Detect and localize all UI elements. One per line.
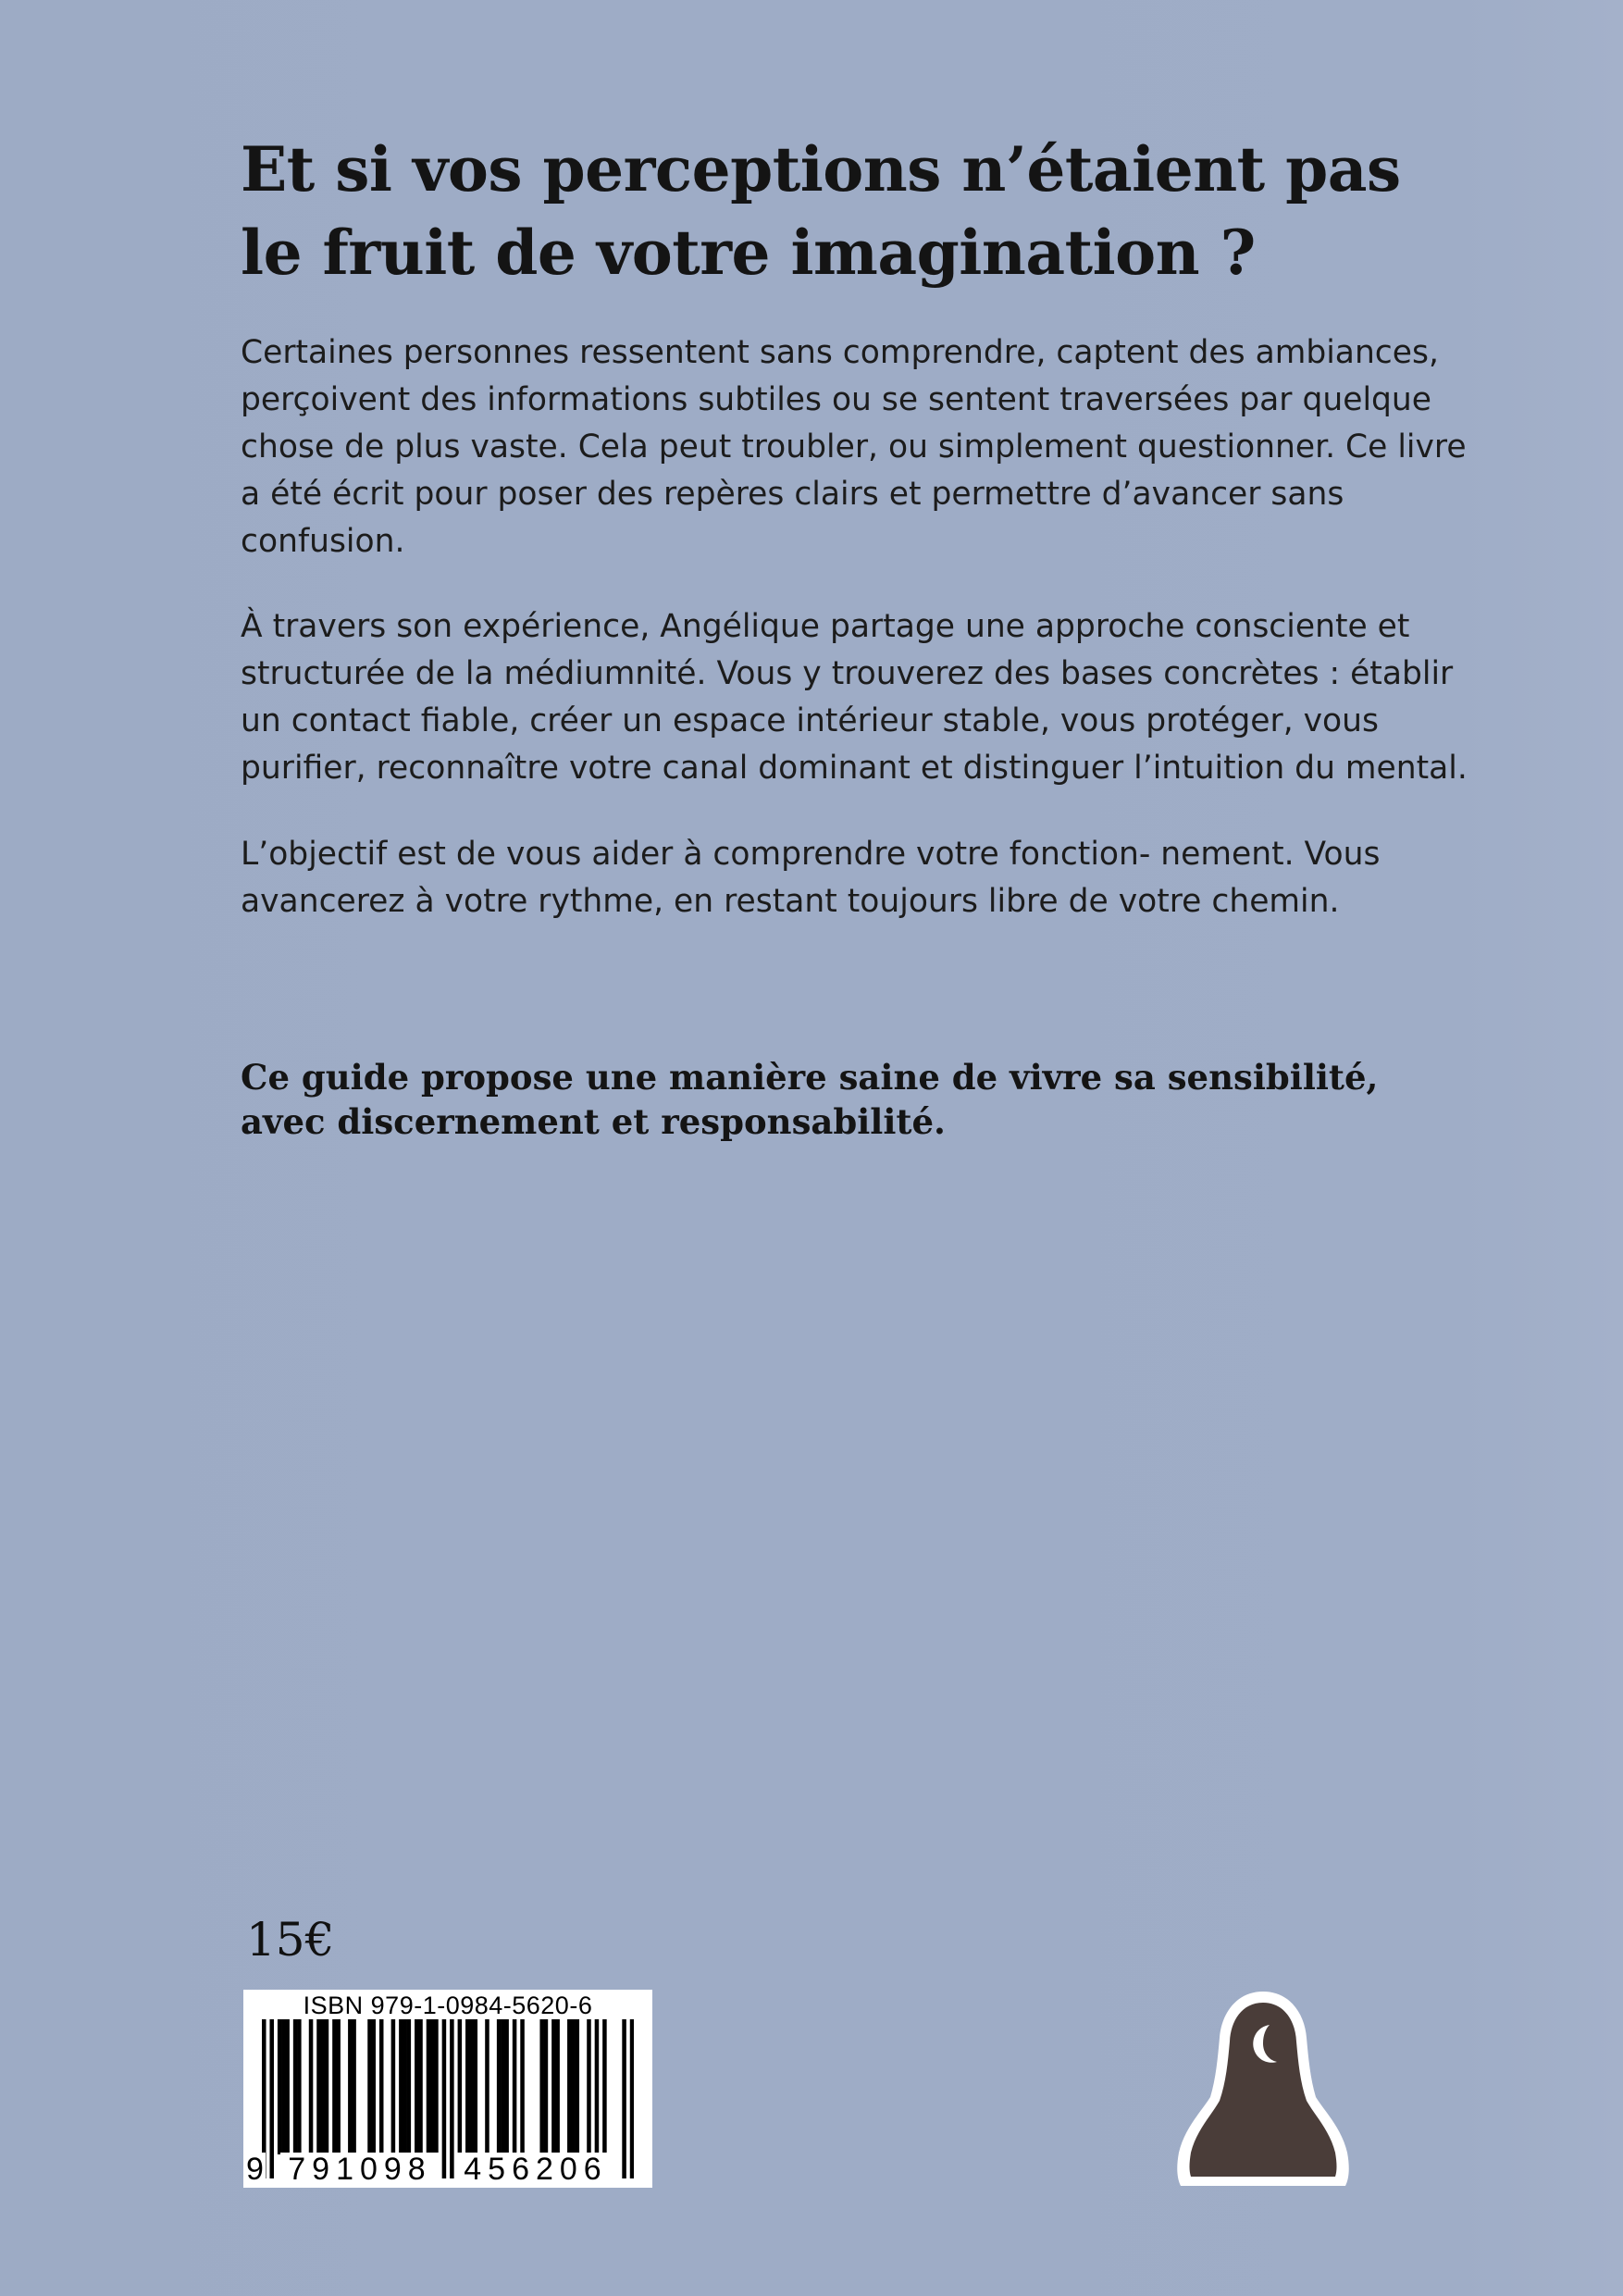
ean-left-digits: 791098	[280, 2153, 440, 2186]
barcode-bar	[418, 2019, 423, 2154]
barcode-bar	[587, 2019, 591, 2154]
barcode-bar	[567, 2019, 572, 2154]
barcode-bar	[504, 2019, 509, 2154]
barcode-bar	[571, 2019, 576, 2154]
paragraph-line: chose de plus vaste. Cela peut troubler, ou simplement questionner. Ce livre	[241, 428, 1467, 465]
ean-digits	[243, 2153, 652, 2186]
barcode-bar	[285, 2019, 290, 2154]
barcode-bar	[430, 2019, 435, 2154]
barcode-bar	[325, 2019, 329, 2154]
barcode-bar	[513, 2019, 517, 2154]
ean-first-digit: 9	[246, 2152, 264, 2187]
barcode-bar	[297, 2019, 302, 2154]
barcode-bar	[485, 2019, 489, 2154]
barcode-bar	[309, 2019, 314, 2154]
barcode-bar	[352, 2019, 356, 2154]
barcode-bar	[371, 2019, 376, 2154]
ean-right-digits: 456206	[456, 2153, 615, 2186]
barcode-bar	[469, 2019, 474, 2154]
headline-line-2: le fruit de votre imagination ?	[241, 217, 1256, 289]
paragraph-line: confusion.	[241, 523, 405, 560]
headline-line-1: Et si vos perceptions n’étaient pas	[241, 133, 1401, 205]
paragraph-line: structurée de la médiumnité. Vous y trouverez des bases concrètes : établir	[241, 655, 1454, 692]
barcode-bar	[379, 2019, 384, 2154]
barcode-bar	[539, 2019, 544, 2154]
barcode-bar	[403, 2019, 407, 2154]
paragraph-line: perçoivent des informations subtiles ou se sentent traversées par quelque	[241, 381, 1432, 418]
barcode-bar	[465, 2019, 470, 2154]
paragraph-2	[241, 603, 1518, 792]
closing-line-2: avec discernement et responsabilité.	[241, 1101, 946, 1142]
barcode-bar	[332, 2019, 337, 2154]
barcode-bar	[367, 2019, 372, 2154]
barcode-bar	[474, 2019, 478, 2154]
barcode-bar	[501, 2019, 505, 2154]
headline	[241, 128, 1443, 294]
isbn-barcode	[243, 1990, 652, 2188]
barcode-bar	[316, 2019, 321, 2154]
barcode-bar	[348, 2019, 353, 2154]
paragraph-line: purifier, reconnaître votre canal dominant et distinguer l’intuition du mental.	[241, 750, 1468, 787]
barcode-bar	[281, 2019, 286, 2154]
paragraph-line: un contact fiable, créer un espace intérieur stable, vous protéger, vous	[241, 702, 1380, 739]
price-label: 15€	[246, 1913, 335, 1967]
barcode-bar	[427, 2019, 431, 2154]
barcode-bar	[293, 2019, 298, 2154]
barcode-bar	[407, 2019, 412, 2154]
publisher-logo	[1173, 1990, 1353, 2188]
paragraph-line: À travers son expérience, Angélique partage une approche consciente et	[241, 608, 1410, 645]
barcode-bar	[391, 2019, 396, 2154]
barcode-bar	[320, 2019, 325, 2154]
barcode-bar	[555, 2019, 560, 2154]
barcode-bar	[551, 2019, 556, 2154]
closing-line-1: Ce guide propose une manière saine de vivre sa sensibilité,	[241, 1057, 1379, 1098]
paragraph-line: avancerez à votre rythme, en restant toujours libre de votre chemin.	[241, 883, 1340, 920]
paragraph-3	[241, 831, 1518, 925]
barcode-bar	[399, 2019, 403, 2154]
barcode-bar	[520, 2019, 525, 2154]
paragraph-line: L’objectif est de vous aider à comprendre votre fonction- nement. Vous	[241, 836, 1381, 873]
barcode-bar	[544, 2019, 549, 2154]
paragraph-line: a été écrit pour poser des repères clairs et permettre d’avancer sans	[241, 476, 1344, 513]
barcode-bar	[497, 2019, 502, 2154]
barcode-bar	[434, 2019, 439, 2154]
barcode-bar	[602, 2019, 607, 2154]
closing-statement	[241, 1055, 1443, 1144]
paragraph-1	[241, 329, 1518, 565]
paragraph-line: Certaines personnes ressentent sans comprendre, captent des ambiances,	[241, 334, 1439, 371]
barcode-bar	[458, 2019, 463, 2154]
isbn-label: ISBN 979-1-0984-5620-6	[303, 1992, 593, 2019]
barcode-bar	[278, 2019, 282, 2154]
barcode-bar	[336, 2019, 341, 2154]
barcode-bar	[576, 2019, 580, 2154]
barcode-bar	[595, 2019, 600, 2154]
barcode-bar	[415, 2019, 419, 2154]
